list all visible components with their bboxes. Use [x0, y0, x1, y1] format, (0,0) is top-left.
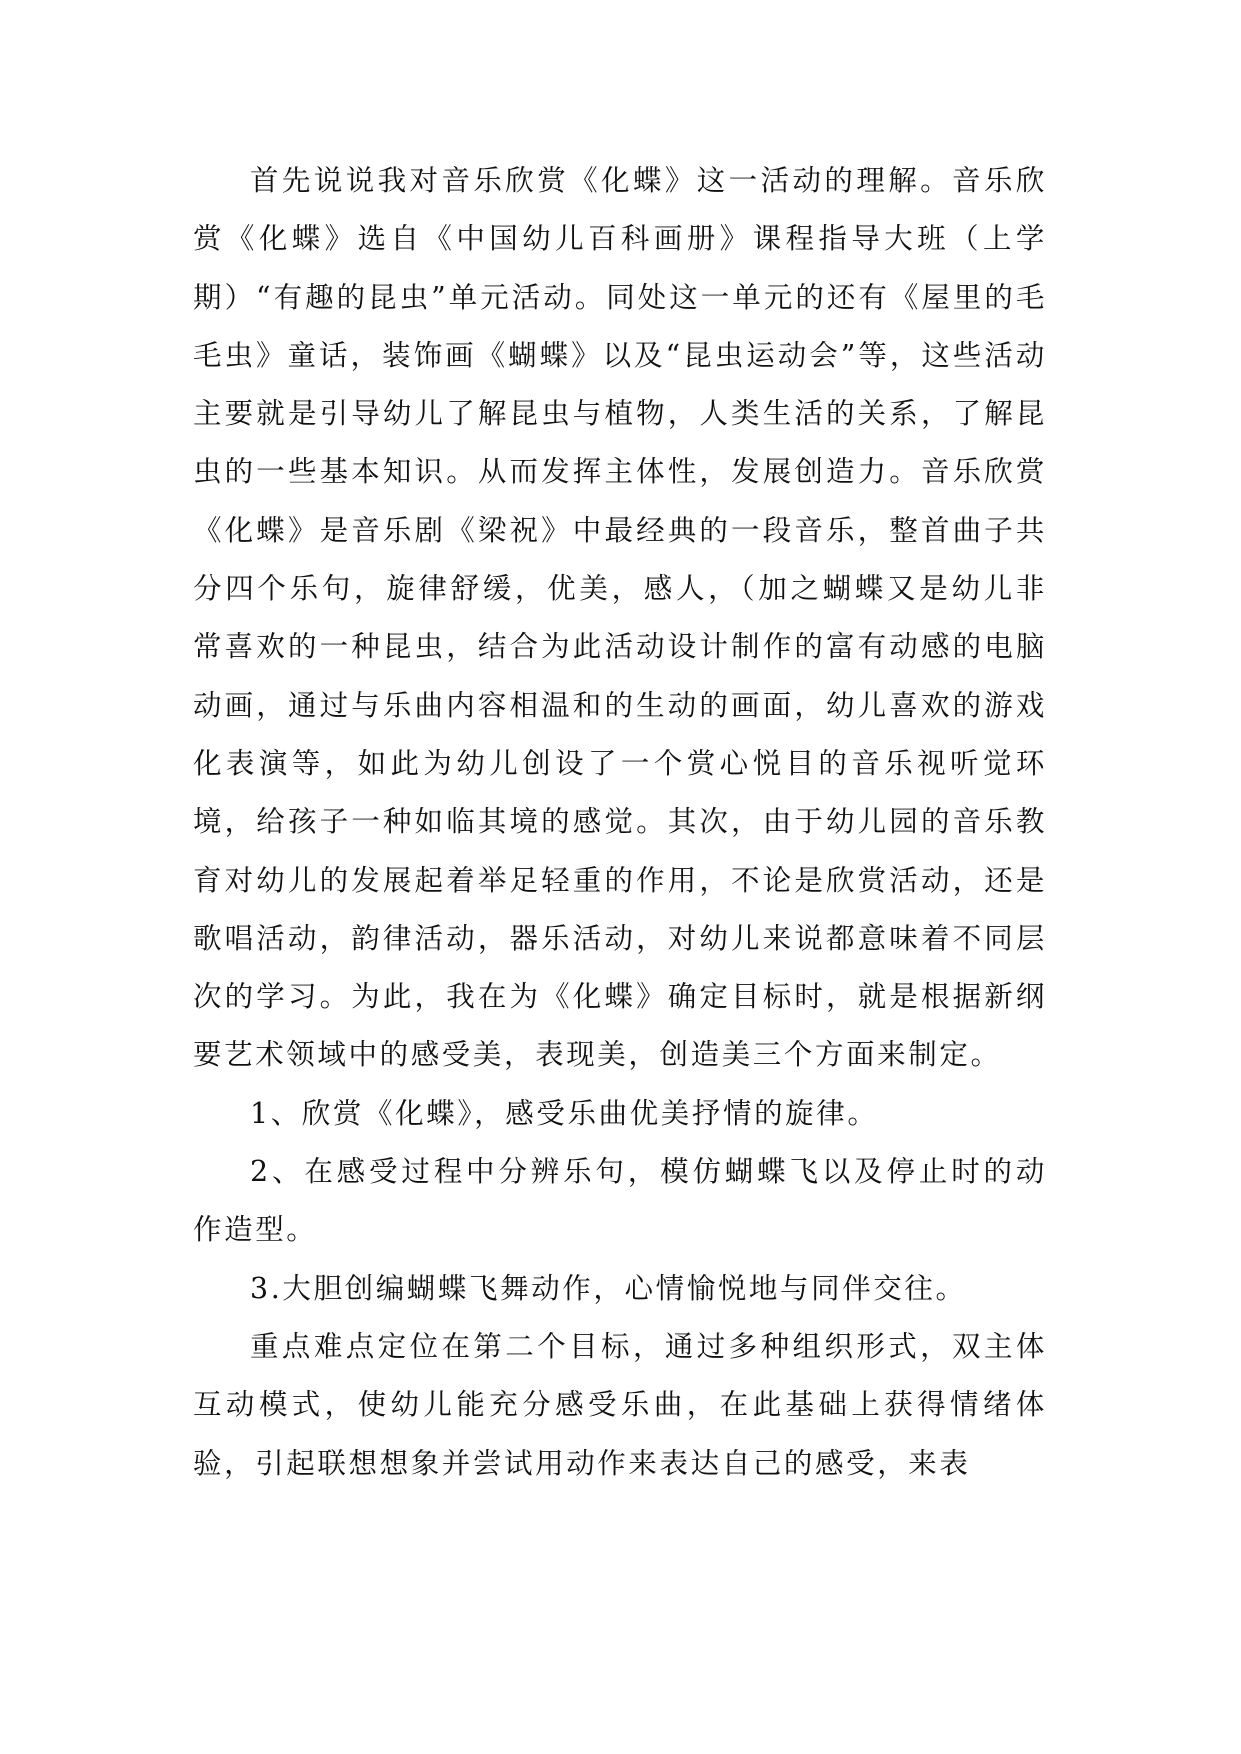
paragraph-intro: 首先说说我对音乐欣赏《化蝶》这一活动的理解。音乐欣赏《化蝶》选自《中国幼儿百科画册》课程指导大班（上学期）“有趣的昆虫”单元活动。同处这一单元的还有《屋里的毛毛虫》童话，装饰画《蝴蝶》以及“昆虫运动会”等，这些活动主要就是引导幼儿了解昆虫与植物，人类生活的关系，了解昆虫的一些基本知识。从而发挥主体性，发展创造力。音乐欣赏《化蝶》是音乐剧《梁祝》中最经典的一段音乐，整首曲子共分四个乐句，旋律舒缓，优美，感人，（加之蝴蝶又是幼儿非常喜欢的一种昆虫，结合为此活动设计制作的富有动感的电脑动画，通过与乐曲内容相温和的生动的画面，幼儿喜欢的游戏化表演等，如此为幼儿创设了一个赏心悦目的音乐视听觉环境，给孩子一种如临其境的感觉。其次，由于幼儿园的音乐教育对幼儿的发展起着举足轻重的作用，不论是欣赏活动，还是歌唱活动，韵律活动，器乐活动，对幼儿来说都意味着不同层次的学习。为此，我在为《化蝶》确定目标时，就是根据新纲要艺术领域中的感受美，表现美，创造美三个方面来制定。 [193, 164, 1047, 1072]
paragraph-goal-3: 3.大胆创编蝴蝶飞舞动作，心情愉悦地与同伴交往。 [250, 1271, 967, 1305]
document-body [193, 152, 1047, 1493]
paragraph-goal-2: 2、在感受过程中分辨乐句，模仿蝴蝶飞以及停止时的动作造型。 [193, 1155, 1047, 1247]
paragraph-goal-1: 1、欣赏《化蝶》，感受乐曲优美抒情的旋律。 [250, 1096, 879, 1130]
paragraph-key-points: 重点难点定位在第二个目标，通过多种组织形式，双主体互动模式，使幼儿能充分感受乐曲，在此基础上获得情绪体验，引起联想想象并尝试用动作来表达自己的感受，来表 [193, 1329, 1047, 1480]
